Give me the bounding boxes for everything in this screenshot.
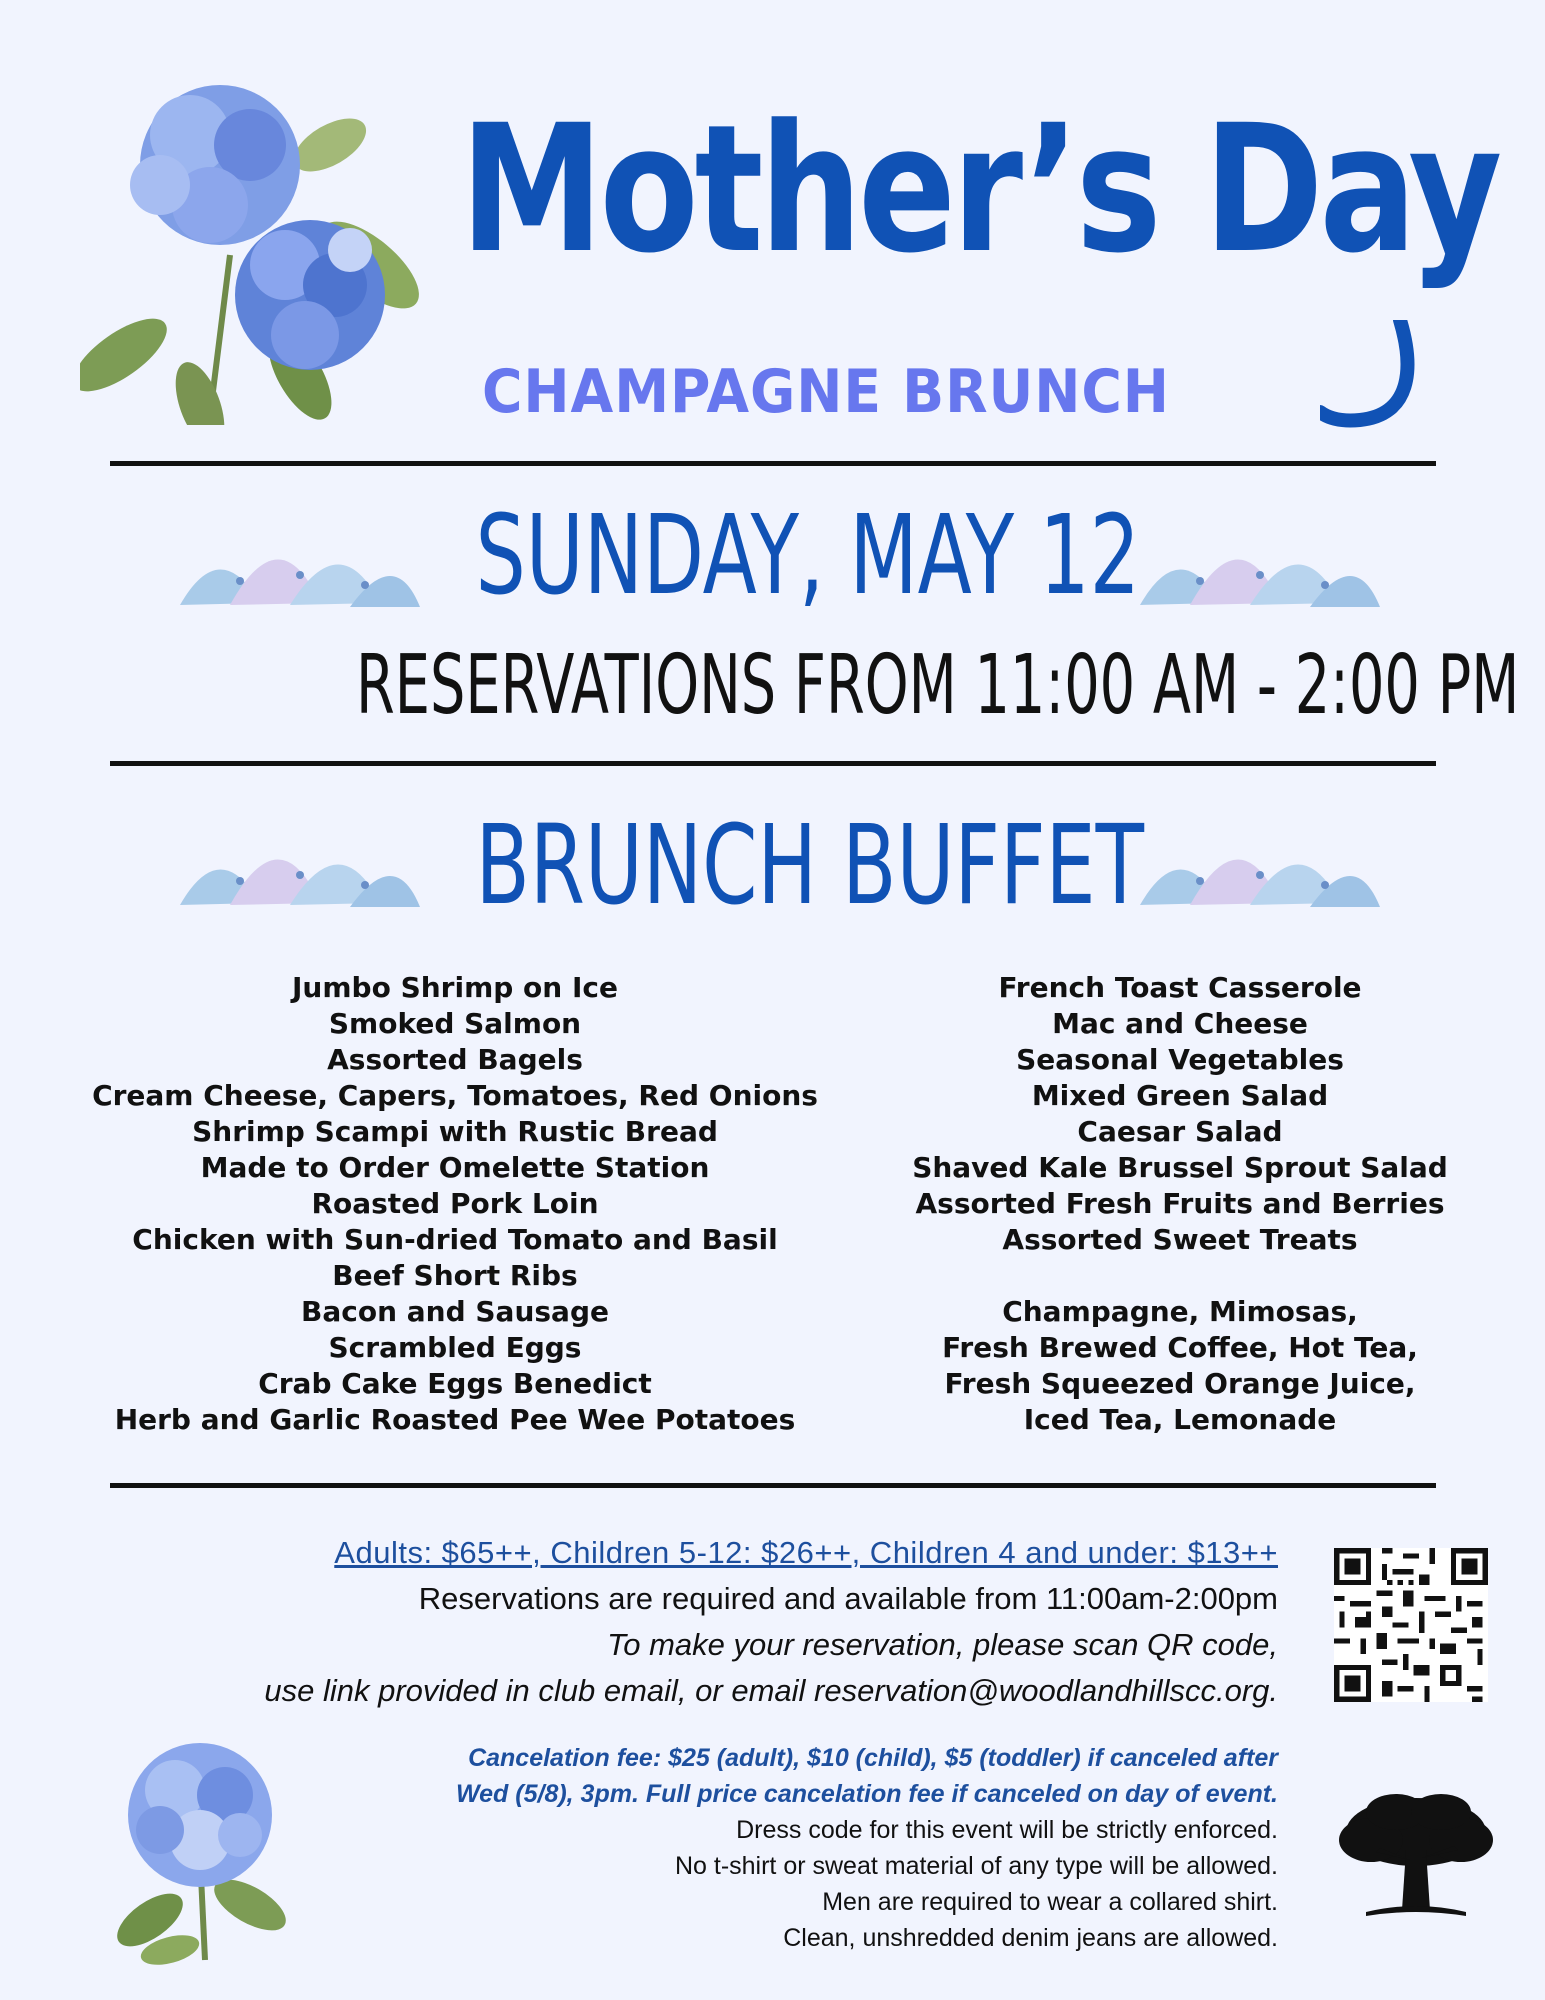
cancellation-fee: Cancelation fee: $25 (adult), $10 (child), $5 (toddler) if canceled after xyxy=(468,1744,1278,1772)
menu-item: Assorted Sweet Treats xyxy=(1002,1223,1358,1256)
divider xyxy=(110,761,1436,766)
hydrangea-petals-icon xyxy=(180,815,420,915)
drink-item: Fresh Squeezed Orange Juice, xyxy=(944,1367,1416,1400)
buffet-menu-right xyxy=(880,970,1480,1438)
reservation-instructions-email: use link provided in club email, or email reservation@woodlandhillscc.org. xyxy=(264,1673,1278,1708)
menu-spacer xyxy=(880,1258,1480,1294)
reservation-hours: RESERVATIONS FROM 11:00 AM - 2:00 PM xyxy=(356,638,1520,733)
buffet-title: BRUNCH BUFFET xyxy=(475,801,1144,929)
menu-item: French Toast Casserole xyxy=(998,971,1362,1004)
menu-item: Made to Order Omelette Station xyxy=(200,1151,710,1184)
menu-item: Beef Short Ribs xyxy=(332,1259,578,1292)
menu-item: Smoked Salmon xyxy=(328,1007,582,1040)
pricing-section xyxy=(60,1530,1278,1714)
event-title: Mother’s Day xyxy=(460,87,1499,292)
menu-item: Shaved Kale Brussel Sprout Salad xyxy=(912,1151,1448,1184)
cancellation-fee-day-of: Wed (5/8), 3pm. Full price cancelation fee if canceled on day of event. xyxy=(456,1780,1278,1808)
reservation-requirement: Reservations are required and available from 11:00am-2:00pm xyxy=(418,1581,1278,1616)
hydrangea-petals-icon xyxy=(1140,515,1380,615)
menu-item: Seasonal Vegetables xyxy=(1016,1043,1344,1076)
menu-item: Assorted Fresh Fruits and Berries xyxy=(915,1187,1445,1220)
divider xyxy=(110,461,1436,466)
drink-item: Champagne, Mimosas, xyxy=(1002,1295,1358,1328)
dress-code-rule: No t-shirt or sweat material of any type will be allowed. xyxy=(674,1852,1278,1880)
dress-code-rule: Men are required to wear a collared shirt. xyxy=(822,1888,1278,1916)
menu-item: Shrimp Scampi with Rustic Bread xyxy=(192,1115,718,1148)
event-date: SUNDAY, MAY 12 xyxy=(475,491,1141,619)
menu-item: Assorted Bagels xyxy=(327,1043,583,1076)
divider xyxy=(110,1483,1436,1488)
menu-item: Crab Cake Eggs Benedict xyxy=(258,1367,652,1400)
menu-item: Jumbo Shrimp on Ice xyxy=(292,971,618,1004)
dress-code-rule: Clean, unshredded denim jeans are allowed. xyxy=(783,1924,1278,1952)
menu-item: Mixed Green Salad xyxy=(1031,1079,1329,1112)
menu-item: Chicken with Sun-dried Tomato and Basil xyxy=(132,1223,778,1256)
hydrangea-petals-icon xyxy=(1140,815,1380,915)
menu-item: Herb and Garlic Roasted Pee Wee Potatoes xyxy=(114,1403,796,1436)
reservation-instructions: To make your reservation, please scan QR code, xyxy=(607,1627,1278,1662)
drink-item: Iced Tea, Lemonade xyxy=(1023,1403,1337,1436)
qr-code-icon[interactable] xyxy=(1334,1548,1488,1702)
title-swash xyxy=(1320,320,1430,430)
policy-section xyxy=(260,1740,1278,1956)
oak-tree-logo xyxy=(1336,1790,1496,1930)
menu-item: Scrambled Eggs xyxy=(328,1331,582,1364)
buffet-menu-left xyxy=(60,970,850,1438)
menu-item: Roasted Pork Loin xyxy=(311,1187,599,1220)
menu-item: Bacon and Sausage xyxy=(301,1295,609,1328)
menu-item: Cream Cheese, Capers, Tomatoes, Red Onions xyxy=(92,1079,818,1112)
dress-code: Dress code for this event will be strictly enforced. xyxy=(736,1816,1278,1844)
price-list-link[interactable]: Adults: $65++, Children 5-12: $26++, Children 4 and under: $13++ xyxy=(334,1535,1278,1570)
drink-item: Fresh Brewed Coffee, Hot Tea, xyxy=(942,1331,1418,1364)
event-subtitle: CHAMPAGNE BRUNCH xyxy=(482,357,1170,427)
menu-item: Mac and Cheese xyxy=(1052,1007,1308,1040)
hydrangea-petals-icon xyxy=(180,515,420,615)
menu-item: Caesar Salad xyxy=(1077,1115,1283,1148)
hydrangea-bouquet-icon xyxy=(80,75,450,425)
